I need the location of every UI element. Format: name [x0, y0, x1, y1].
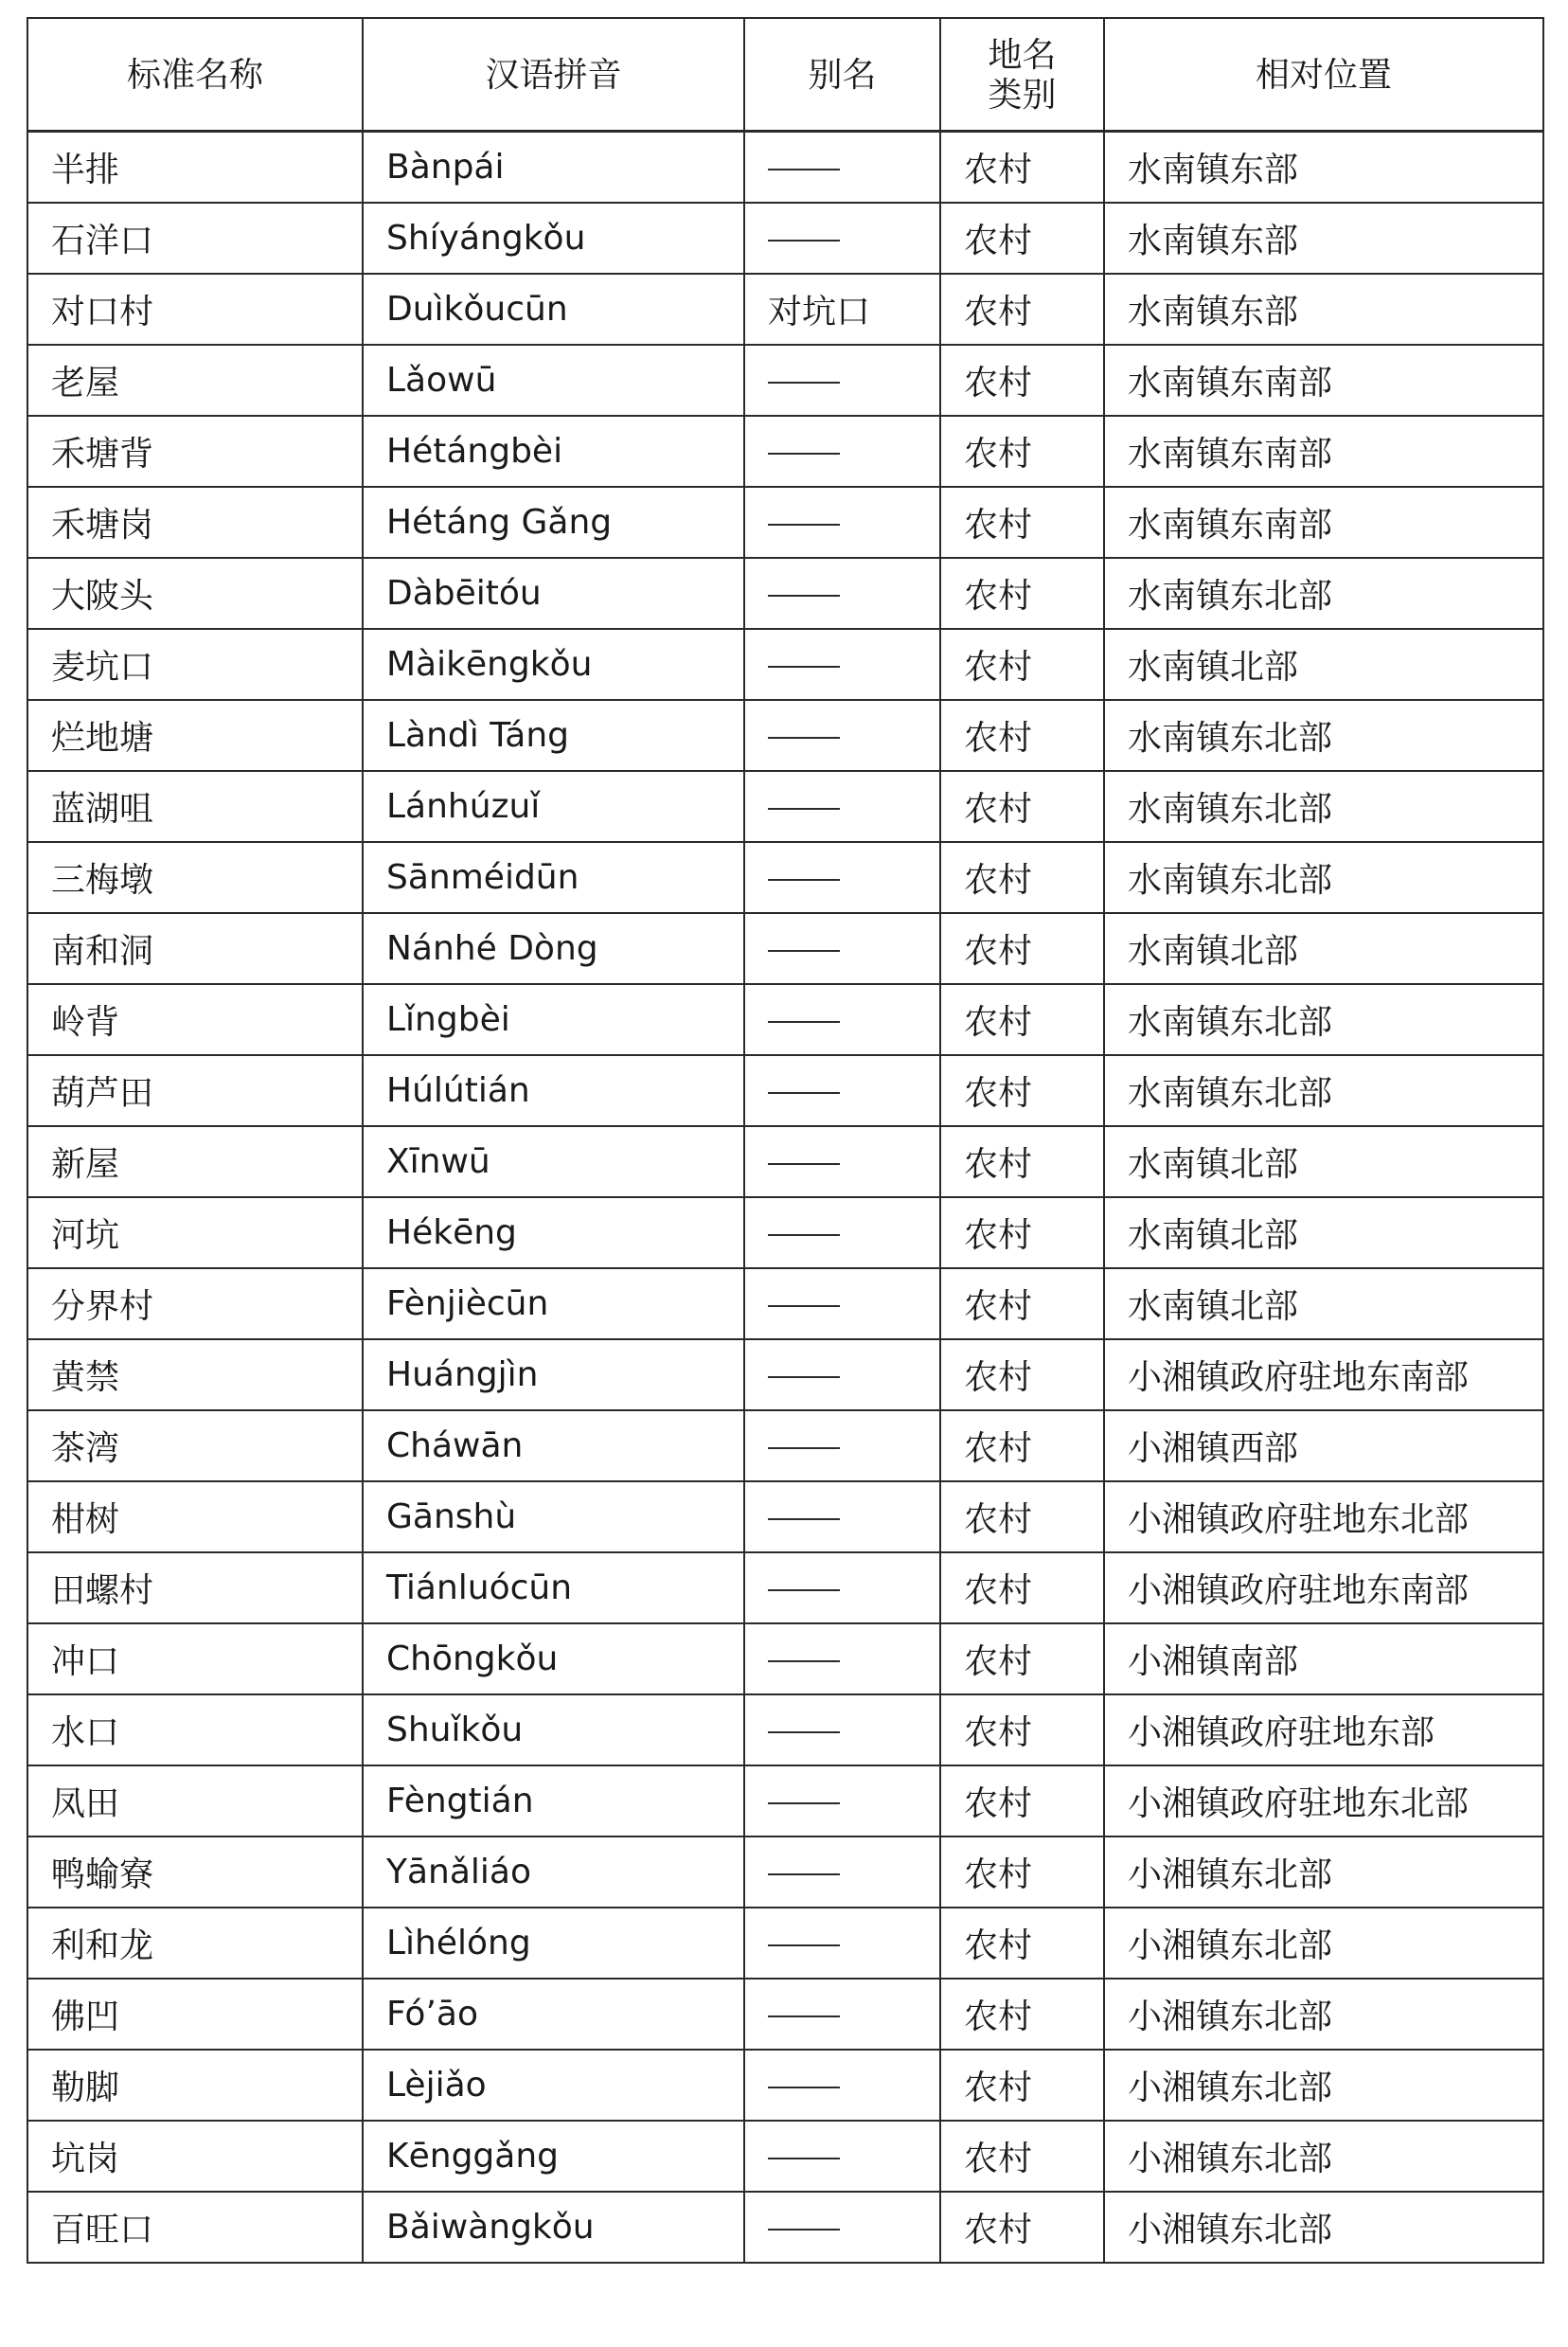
table-row [27, 1908, 1543, 1979]
cell-pinyin: Lèjiǎo [363, 2050, 744, 2121]
cell-location: 水南镇东部 [1104, 274, 1543, 345]
table-row [27, 2121, 1543, 2192]
cell-alias [744, 132, 940, 204]
place-name-table [27, 17, 1544, 2264]
cell-standard-name: 禾塘岗 [27, 487, 363, 558]
cell-pinyin: Lìhélóng [363, 1908, 744, 1979]
alias-none-text [840, 2137, 841, 2138]
alias-none-dash [768, 808, 840, 810]
alias-none-text [840, 1284, 841, 1285]
cell-category: 农村 [940, 416, 1104, 487]
cell-location: 小湘镇东北部 [1104, 1979, 1543, 2050]
alias-none-dash [768, 879, 840, 881]
cell-alias [744, 2192, 940, 2263]
table-row [27, 2192, 1543, 2263]
cell-location: 小湘镇政府驻地东南部 [1104, 1339, 1543, 1410]
alias-none-text [840, 1142, 841, 1143]
cell-category: 农村 [940, 1908, 1104, 1979]
cell-standard-name: 烂地塘 [27, 700, 363, 771]
cell-pinyin: Gānshù [363, 1481, 744, 1552]
alias-none-dash [768, 2229, 840, 2231]
cell-category: 农村 [940, 203, 1104, 274]
alias-none-text [840, 2066, 841, 2067]
table-row [27, 771, 1543, 842]
cell-category: 农村 [940, 1268, 1104, 1339]
cell-location: 水南镇北部 [1104, 629, 1543, 700]
cell-alias [744, 558, 940, 629]
alias-none-dash [768, 1021, 840, 1023]
cell-pinyin: Nánhé Dòng [363, 913, 744, 984]
cell-standard-name: 蓝湖咀 [27, 771, 363, 842]
cell-pinyin: Hékēng [363, 1197, 744, 1268]
alias-none-dash [768, 1589, 840, 1591]
cell-location: 水南镇东北部 [1104, 700, 1543, 771]
cell-alias [744, 1979, 940, 2050]
alias-none-text [840, 148, 841, 149]
cell-location: 水南镇东北部 [1104, 771, 1543, 842]
alias-none-text [840, 432, 841, 433]
cell-alias [744, 1552, 940, 1623]
cell-category: 农村 [940, 629, 1104, 700]
cell-alias [744, 1197, 940, 1268]
cell-location: 小湘镇东北部 [1104, 1836, 1543, 1908]
alias-none-text [840, 1426, 841, 1427]
cell-standard-name: 南和洞 [27, 913, 363, 984]
cell-standard-name: 分界村 [27, 1268, 363, 1339]
cell-category: 农村 [940, 1765, 1104, 1836]
cell-pinyin: Kēnggǎng [363, 2121, 744, 2192]
alias-none-dash [768, 950, 840, 952]
header-category-line2: 类别 [988, 74, 1057, 114]
table-row [27, 1410, 1543, 1481]
table-row [27, 700, 1543, 771]
cell-pinyin: Shíyángkǒu [363, 203, 744, 274]
cell-pinyin: Duìkǒucūn [363, 274, 744, 345]
table-row [27, 1481, 1543, 1552]
cell-category: 农村 [940, 984, 1104, 1055]
cell-location: 水南镇北部 [1104, 913, 1543, 984]
cell-category: 农村 [940, 1410, 1104, 1481]
table-row [27, 1126, 1543, 1197]
cell-alias [744, 1481, 940, 1552]
table-row [27, 984, 1543, 1055]
alias-none-text [840, 1071, 841, 1072]
cell-location: 水南镇东北部 [1104, 1055, 1543, 1126]
cell-pinyin: Làndì Táng [363, 700, 744, 771]
cell-standard-name: 岭背 [27, 984, 363, 1055]
alias-none-text [840, 503, 841, 504]
table-row [27, 416, 1543, 487]
table-body [27, 132, 1543, 2264]
cell-alias [744, 2121, 940, 2192]
cell-pinyin: Lǐngbèi [363, 984, 744, 1055]
cell-location: 水南镇东南部 [1104, 416, 1543, 487]
cell-standard-name: 勒脚 [27, 2050, 363, 2121]
cell-alias [744, 1836, 940, 1908]
cell-alias [744, 1765, 940, 1836]
cell-category: 农村 [940, 2121, 1104, 2192]
table-row [27, 1623, 1543, 1694]
cell-category: 农村 [940, 487, 1104, 558]
cell-standard-name: 坑岗 [27, 2121, 363, 2192]
cell-standard-name: 麦坑口 [27, 629, 363, 700]
cell-location: 水南镇东北部 [1104, 842, 1543, 913]
alias-none-text [840, 858, 841, 859]
alias-none-dash [768, 1163, 840, 1165]
cell-pinyin: Bǎiwàngkǒu [363, 2192, 744, 2263]
alias-none-text [840, 1568, 841, 1569]
cell-location: 小湘镇政府驻地东部 [1104, 1694, 1543, 1765]
cell-location: 小湘镇东北部 [1104, 1908, 1543, 1979]
cell-location: 小湘镇政府驻地东北部 [1104, 1481, 1543, 1552]
cell-pinyin: Húlútián [363, 1055, 744, 1126]
alias-none-dash [768, 1802, 840, 1804]
table-row [27, 132, 1543, 204]
header-alias: 别名 [744, 18, 940, 132]
alias-none-dash [768, 1873, 840, 1875]
cell-standard-name: 禾塘背 [27, 416, 363, 487]
cell-category: 农村 [940, 1694, 1104, 1765]
header-category-line1: 地名 [988, 34, 1057, 74]
alias-none-text [840, 2208, 841, 2209]
cell-standard-name: 冲口 [27, 1623, 363, 1694]
cell-alias [744, 1694, 940, 1765]
cell-location: 水南镇东北部 [1104, 984, 1543, 1055]
cell-pinyin: Dàbēitóu [363, 558, 744, 629]
cell-alias [744, 487, 940, 558]
cell-location: 小湘镇政府驻地东北部 [1104, 1765, 1543, 1836]
cell-category: 农村 [940, 2050, 1104, 2121]
cell-category: 农村 [940, 1339, 1104, 1410]
cell-alias [744, 842, 940, 913]
alias-none-dash [768, 737, 840, 739]
table-row [27, 203, 1543, 274]
alias-none-text [840, 1995, 841, 1996]
alias-none-dash [768, 1234, 840, 1236]
header-pinyin: 汉语拼音 [363, 18, 744, 132]
cell-alias [744, 629, 940, 700]
cell-category: 农村 [940, 700, 1104, 771]
cell-alias [744, 700, 940, 771]
alias-none-dash [768, 453, 840, 455]
cell-alias [744, 2050, 940, 2121]
cell-location: 小湘镇政府驻地东南部 [1104, 1552, 1543, 1623]
cell-location: 水南镇东北部 [1104, 558, 1543, 629]
cell-alias [744, 416, 940, 487]
cell-standard-name: 对口村 [27, 274, 363, 345]
cell-alias [744, 1908, 940, 1979]
alias-none-text [840, 716, 841, 717]
header-category [940, 18, 1104, 132]
cell-category: 农村 [940, 1055, 1104, 1126]
alias-none-dash [768, 169, 840, 170]
cell-alias [744, 984, 940, 1055]
table-header [27, 18, 1543, 132]
alias-none-text [840, 1355, 841, 1356]
table-row [27, 1836, 1543, 1908]
cell-pinyin: Huángjìn [363, 1339, 744, 1410]
alias-none-text [840, 219, 841, 220]
cell-pinyin: Yānǎliáo [363, 1836, 744, 1908]
cell-category: 农村 [940, 558, 1104, 629]
cell-standard-name: 黄禁 [27, 1339, 363, 1410]
cell-location: 小湘镇东北部 [1104, 2192, 1543, 2263]
cell-category: 农村 [940, 1979, 1104, 2050]
header-location: 相对位置 [1104, 18, 1543, 132]
cell-standard-name: 凤田 [27, 1765, 363, 1836]
cell-pinyin: Cháwān [363, 1410, 744, 1481]
table-row [27, 1339, 1543, 1410]
cell-location: 小湘镇东北部 [1104, 2050, 1543, 2121]
cell-standard-name: 新屋 [27, 1126, 363, 1197]
table-row [27, 913, 1543, 984]
cell-alias [744, 1055, 940, 1126]
table-row [27, 1979, 1543, 2050]
cell-location: 水南镇北部 [1104, 1197, 1543, 1268]
cell-location: 水南镇北部 [1104, 1126, 1543, 1197]
cell-location: 小湘镇南部 [1104, 1623, 1543, 1694]
cell-alias [744, 1623, 940, 1694]
cell-category: 农村 [940, 274, 1104, 345]
cell-alias [744, 1339, 940, 1410]
alias-none-dash [768, 666, 840, 668]
cell-location: 水南镇东南部 [1104, 487, 1543, 558]
cell-alias [744, 913, 940, 984]
cell-pinyin: Hétángbèi [363, 416, 744, 487]
cell-category: 农村 [940, 1623, 1104, 1694]
cell-location: 水南镇东部 [1104, 132, 1543, 204]
alias-none-text [840, 1497, 841, 1498]
alias-none-text [840, 1782, 841, 1783]
cell-alias [744, 1410, 940, 1481]
alias-none-text [840, 787, 841, 788]
alias-none-dash [768, 1944, 840, 1946]
cell-category: 农村 [940, 2192, 1104, 2263]
alias-none-dash [768, 1376, 840, 1378]
cell-location: 小湘镇东北部 [1104, 2121, 1543, 2192]
alias-none-dash [768, 1660, 840, 1662]
alias-none-dash [768, 2016, 840, 2017]
table-row [27, 1765, 1543, 1836]
cell-category: 农村 [940, 1197, 1104, 1268]
table-row [27, 274, 1543, 345]
alias-none-dash [768, 1731, 840, 1733]
cell-standard-name: 茶湾 [27, 1410, 363, 1481]
cell-category: 农村 [940, 1126, 1104, 1197]
alias-none-dash [768, 382, 840, 384]
cell-category: 农村 [940, 913, 1104, 984]
cell-standard-name: 河坑 [27, 1197, 363, 1268]
table-row [27, 1268, 1543, 1339]
alias-none-text [840, 1639, 841, 1640]
cell-standard-name: 老屋 [27, 345, 363, 416]
alias-none-dash [768, 2087, 840, 2088]
alias-none-text [840, 1213, 841, 1214]
cell-pinyin: Lǎowū [363, 345, 744, 416]
cell-pinyin: Chōngkǒu [363, 1623, 744, 1694]
header-standard-name: 标准名称 [27, 18, 363, 132]
cell-category: 农村 [940, 1836, 1104, 1908]
cell-alias: 对坑口 [744, 274, 940, 345]
alias-none-dash [768, 595, 840, 597]
cell-pinyin: Màikēngkǒu [363, 629, 744, 700]
table-row [27, 558, 1543, 629]
cell-category: 农村 [940, 345, 1104, 416]
cell-category: 农村 [940, 771, 1104, 842]
cell-pinyin: Fó’āo [363, 1979, 744, 2050]
cell-pinyin: Fèngtián [363, 1765, 744, 1836]
cell-standard-name: 佛凹 [27, 1979, 363, 2050]
cell-pinyin: Lánhúzuǐ [363, 771, 744, 842]
cell-category: 农村 [940, 132, 1104, 204]
cell-alias [744, 345, 940, 416]
cell-pinyin: Shuǐkǒu [363, 1694, 744, 1765]
cell-standard-name: 柑树 [27, 1481, 363, 1552]
alias-none-text [840, 1924, 841, 1925]
cell-standard-name: 百旺口 [27, 2192, 363, 2263]
table-row [27, 842, 1543, 913]
cell-pinyin: Sānméidūn [363, 842, 744, 913]
cell-standard-name: 三梅墩 [27, 842, 363, 913]
cell-standard-name: 田螺村 [27, 1552, 363, 1623]
cell-standard-name: 水口 [27, 1694, 363, 1765]
cell-standard-name: 鸭蝓寮 [27, 1836, 363, 1908]
table-row [27, 629, 1543, 700]
table-row [27, 1055, 1543, 1126]
cell-category: 农村 [940, 842, 1104, 913]
alias-none-text [840, 361, 841, 362]
alias-none-text [840, 1853, 841, 1854]
alias-none-dash [768, 1518, 840, 1520]
cell-standard-name: 葫芦田 [27, 1055, 363, 1126]
cell-standard-name: 石洋口 [27, 203, 363, 274]
cell-standard-name: 大陂头 [27, 558, 363, 629]
cell-pinyin: Xīnwū [363, 1126, 744, 1197]
table-row [27, 1552, 1543, 1623]
cell-pinyin: Bànpái [363, 132, 744, 204]
alias-none-text [840, 574, 841, 575]
cell-location: 水南镇东南部 [1104, 345, 1543, 416]
alias-none-text [840, 1000, 841, 1001]
cell-pinyin: Tiánluócūn [363, 1552, 744, 1623]
header-row [27, 18, 1543, 132]
alias-none-text [840, 929, 841, 930]
cell-standard-name: 利和龙 [27, 1908, 363, 1979]
cell-pinyin: Hétáng Gǎng [363, 487, 744, 558]
cell-alias [744, 771, 940, 842]
alias-none-dash [768, 1092, 840, 1094]
cell-standard-name: 半排 [27, 132, 363, 204]
cell-alias [744, 1268, 940, 1339]
table-row [27, 1197, 1543, 1268]
alias-none-dash [768, 2158, 840, 2159]
cell-location: 小湘镇西部 [1104, 1410, 1543, 1481]
table-row [27, 345, 1543, 416]
cell-location: 水南镇东部 [1104, 203, 1543, 274]
alias-none-dash [768, 1305, 840, 1307]
cell-category: 农村 [940, 1481, 1104, 1552]
alias-none-dash [768, 240, 840, 242]
table-row [27, 1694, 1543, 1765]
alias-none-dash [768, 524, 840, 526]
table-row [27, 487, 1543, 558]
cell-category: 农村 [940, 1552, 1104, 1623]
cell-alias [744, 203, 940, 274]
cell-location: 水南镇北部 [1104, 1268, 1543, 1339]
cell-alias [744, 1126, 940, 1197]
table-row [27, 2050, 1543, 2121]
alias-none-dash [768, 1447, 840, 1449]
cell-pinyin: Fènjiècūn [363, 1268, 744, 1339]
alias-none-text [840, 645, 841, 646]
